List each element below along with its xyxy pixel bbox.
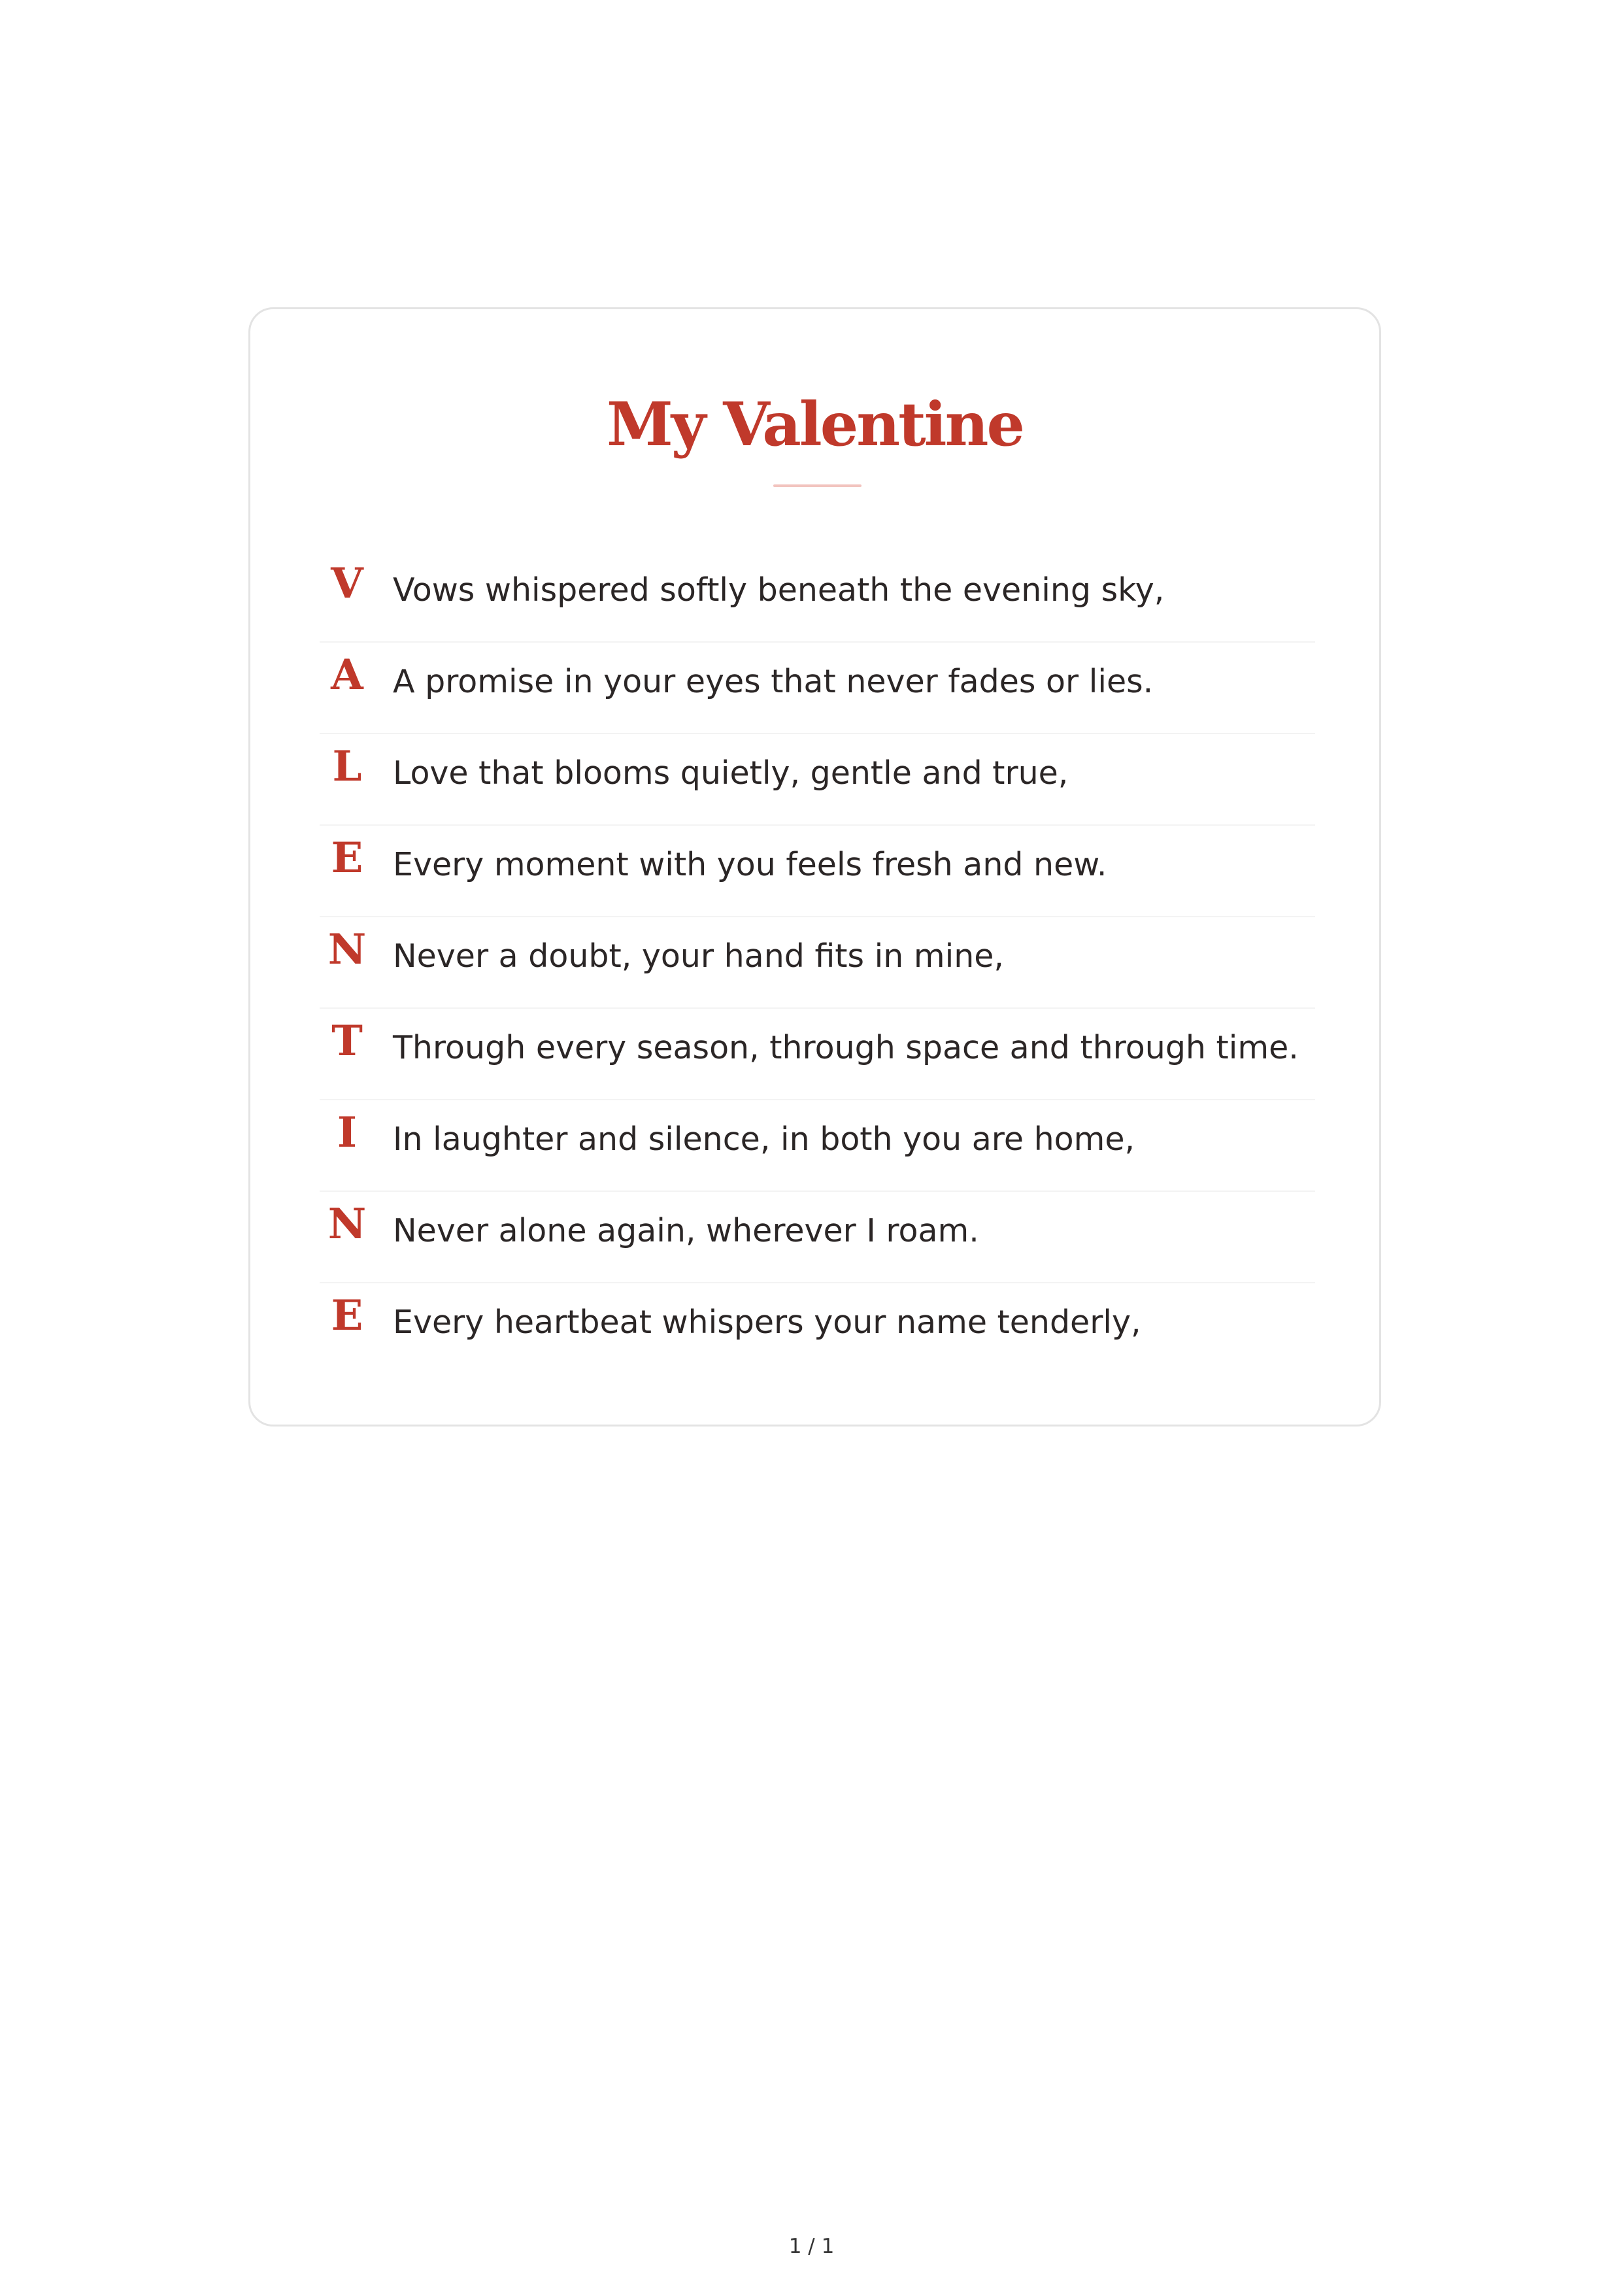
line-text: Through every season, through space and through time. bbox=[393, 1029, 1299, 1066]
acrostic-list bbox=[320, 551, 1315, 1375]
line-text: Love that blooms quietly, gentle and true, bbox=[393, 754, 1069, 792]
poem-line bbox=[320, 643, 1315, 734]
line-initial: T bbox=[331, 1017, 363, 1066]
line-text: Never a doubt, your hand fits in mine, bbox=[393, 937, 1004, 975]
poem-line bbox=[320, 1283, 1315, 1375]
line-initial: E bbox=[331, 1291, 363, 1340]
poem-card bbox=[248, 307, 1381, 1427]
poem-line bbox=[320, 1192, 1315, 1283]
line-text: In laughter and silence, in both you are home, bbox=[393, 1121, 1135, 1158]
line-text: Every moment with you feels fresh and new. bbox=[393, 846, 1107, 883]
line-initial: N bbox=[327, 1200, 367, 1249]
line-text: Never alone again, wherever I roam. bbox=[393, 1212, 979, 1249]
poem-line bbox=[320, 1009, 1315, 1100]
poem-line bbox=[320, 734, 1315, 826]
line-text: Every heartbeat whispers your name tenderly, bbox=[393, 1304, 1141, 1341]
line-text: Vows whispered softly beneath the evening sky, bbox=[393, 571, 1165, 609]
poem-title: My Valentine bbox=[606, 389, 1024, 460]
poem-line bbox=[320, 826, 1315, 917]
page-number: 1 / 1 bbox=[788, 2235, 835, 2258]
line-text: A promise in your eyes that never fades or lies. bbox=[393, 663, 1154, 700]
title-divider bbox=[773, 484, 862, 487]
line-initial: N bbox=[327, 925, 367, 974]
line-initial: E bbox=[331, 834, 363, 883]
line-initial: L bbox=[332, 742, 362, 791]
poem-line bbox=[320, 917, 1315, 1009]
poem-line bbox=[320, 551, 1315, 643]
poem-line bbox=[320, 1100, 1315, 1192]
line-initial: I bbox=[337, 1108, 357, 1157]
line-initial: A bbox=[331, 650, 363, 700]
line-initial: V bbox=[331, 559, 363, 608]
